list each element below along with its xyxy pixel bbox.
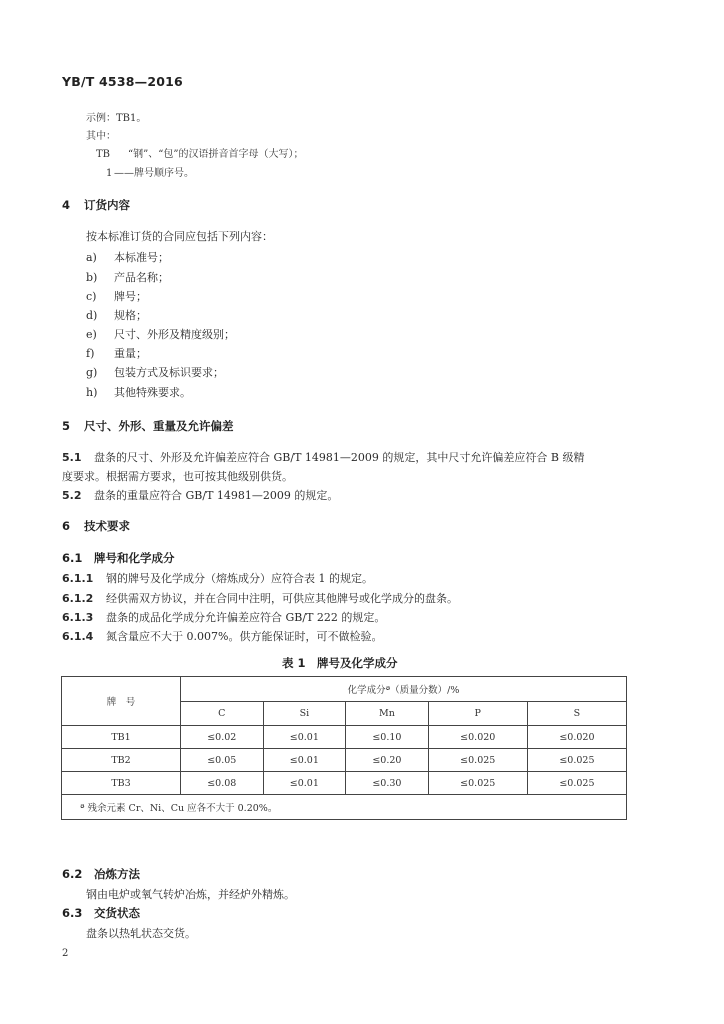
item-text: 本标准号； [114, 251, 169, 264]
definition-text: “钢”、“包”的汉语拼音首字母（大写）； [128, 149, 304, 160]
clause-number: 6.1.1 [62, 572, 94, 585]
item-letter: b) [86, 271, 98, 284]
clause-text: 盘条的重量应符合 GB/T 14981—2009 的规定。 [94, 489, 339, 502]
clause-6-1-3 [62, 609, 385, 625]
grade-cell: TB3 [62, 772, 181, 795]
clause-6-1-4 [62, 628, 382, 644]
item-letter: d) [86, 309, 98, 322]
clause-number: 6.1.4 [62, 630, 94, 643]
item-text: 重量； [114, 347, 147, 360]
order-item-g [86, 364, 224, 380]
example-definition-number [106, 164, 194, 179]
clause-5-2 [62, 487, 338, 503]
clause-text: 盘条的尺寸、外形及允许偏差应符合 GB/T 14981—2009 的规定，其中尺寸允许偏差应符合 B 级精 [94, 451, 585, 464]
clause-number: 5.1 [62, 451, 82, 464]
value-cell: ≤0.08 [181, 772, 264, 795]
section-4-intro: 按本标准订货的合同应包括下列内容： [86, 230, 273, 243]
item-text: 产品名称； [114, 271, 169, 284]
clause-text: 盘条的成品化学成分允许偏差应符合 GB/T 222 的规定。 [106, 611, 386, 624]
item-letter: h) [86, 386, 98, 399]
element-header-mn: Mn [346, 701, 429, 726]
table-row [62, 749, 627, 772]
clause-6-3-text: 盘条以热轧状态交货。 [86, 927, 196, 940]
element-header-p: P [428, 701, 527, 726]
value-cell: ≤0.025 [527, 749, 626, 772]
item-letter: c) [86, 290, 97, 303]
value-cell: ≤0.025 [527, 772, 626, 795]
clause-6-1-2 [62, 590, 458, 606]
element-header-si: Si [263, 701, 346, 726]
definition-text: ——牌号顺序号。 [114, 168, 194, 179]
section-6-heading [62, 518, 130, 534]
value-cell: ≤0.020 [527, 726, 626, 749]
section-number: 4 [62, 198, 71, 212]
example-line: 示例：TB1。 [86, 113, 147, 124]
value-cell: ≤0.025 [428, 749, 527, 772]
section-title: 订货内容 [84, 198, 130, 212]
item-letter: e) [86, 328, 97, 341]
value-cell: ≤0.20 [346, 749, 429, 772]
section-title: 技术要求 [84, 519, 130, 533]
clause-number: 6.1.3 [62, 611, 94, 624]
section-number: 6 [62, 519, 71, 533]
grade-cell: TB2 [62, 749, 181, 772]
value-cell: ≤0.10 [346, 726, 429, 749]
clause-number: 6.1 [62, 551, 83, 565]
clause-6-1-1 [62, 570, 373, 586]
value-cell: ≤0.02 [181, 726, 264, 749]
table-1-title: 表 1 牌号及化学成分 [282, 656, 398, 670]
order-item-e [86, 326, 235, 342]
example-definition-tb [96, 145, 303, 160]
standard-code-header: YB/T 4538—2016 [62, 74, 183, 89]
section-5-heading [62, 418, 234, 434]
order-item-a [86, 249, 169, 265]
clause-6-2-heading [62, 866, 140, 882]
value-cell: ≤0.01 [263, 772, 346, 795]
example-where-label: 其中： [86, 131, 116, 142]
clause-5-1-line1 [62, 449, 584, 465]
clause-text: 经供需双方协议，并在合同中注明，可供应其他牌号或化学成分的盘条。 [106, 592, 458, 605]
grade-cell: TB1 [62, 726, 181, 749]
clause-number: 6.1.2 [62, 592, 94, 605]
section-4-heading [62, 197, 130, 213]
clause-number: 6.3 [62, 906, 83, 920]
element-header-s: S [527, 701, 626, 726]
item-letter: f) [86, 347, 95, 360]
value-cell: ≤0.025 [428, 772, 527, 795]
clause-title: 牌号和化学成分 [94, 551, 175, 565]
clause-text: 氮含量应不大于 0.007%。供方能保证时，可不做检验。 [106, 630, 383, 643]
clause-number: 6.2 [62, 867, 83, 881]
grade-header: 牌 号 [62, 677, 181, 726]
clause-number: 5.2 [62, 489, 82, 502]
item-text: 包装方式及标识要求； [114, 366, 224, 379]
chemical-composition-header: 化学成分ª（质量分数）/% [181, 677, 627, 702]
table-footnote: ª 残余元素 Cr、Ni、Cu 应各不大于 0.20%。 [62, 795, 627, 820]
order-item-f [86, 345, 147, 361]
order-item-h [86, 384, 191, 400]
item-text: 牌号； [114, 290, 147, 303]
section-title: 尺寸、外形、重量及允许偏差 [84, 419, 234, 433]
item-letter: g) [86, 366, 98, 379]
value-cell: ≤0.01 [263, 726, 346, 749]
item-letter: a) [86, 251, 97, 264]
section-number: 5 [62, 419, 71, 433]
item-text: 尺寸、外形及精度级别； [114, 328, 235, 341]
definition-code: TB [96, 149, 111, 160]
value-cell: ≤0.01 [263, 749, 346, 772]
clause-title: 冶炼方法 [94, 867, 140, 881]
element-header-c: C [181, 701, 264, 726]
clause-6-2-text: 钢由电炉或氧气转炉冶炼，并经炉外精炼。 [86, 888, 295, 901]
value-cell: ≤0.020 [428, 726, 527, 749]
clause-title: 交货状态 [94, 906, 140, 920]
clause-6-3-heading [62, 905, 140, 921]
chemical-composition-table [61, 676, 627, 820]
order-item-b [86, 269, 169, 285]
value-cell: ≤0.30 [346, 772, 429, 795]
item-text: 其他特殊要求。 [114, 386, 191, 399]
table-row [62, 726, 627, 749]
item-text: 规格； [114, 309, 147, 322]
order-item-d [86, 307, 147, 323]
page-number: 2 [62, 948, 69, 959]
order-item-c [86, 288, 147, 304]
clause-5-1-line2: 度要求。根据需方要求，也可按其他级别供货。 [62, 470, 293, 483]
clause-text: 钢的牌号及化学成分（熔炼成分）应符合表 1 的规定。 [106, 572, 373, 585]
value-cell: ≤0.05 [181, 749, 264, 772]
table-row [62, 772, 627, 795]
definition-code: 1 [106, 168, 113, 179]
clause-6-1-heading [62, 550, 175, 566]
